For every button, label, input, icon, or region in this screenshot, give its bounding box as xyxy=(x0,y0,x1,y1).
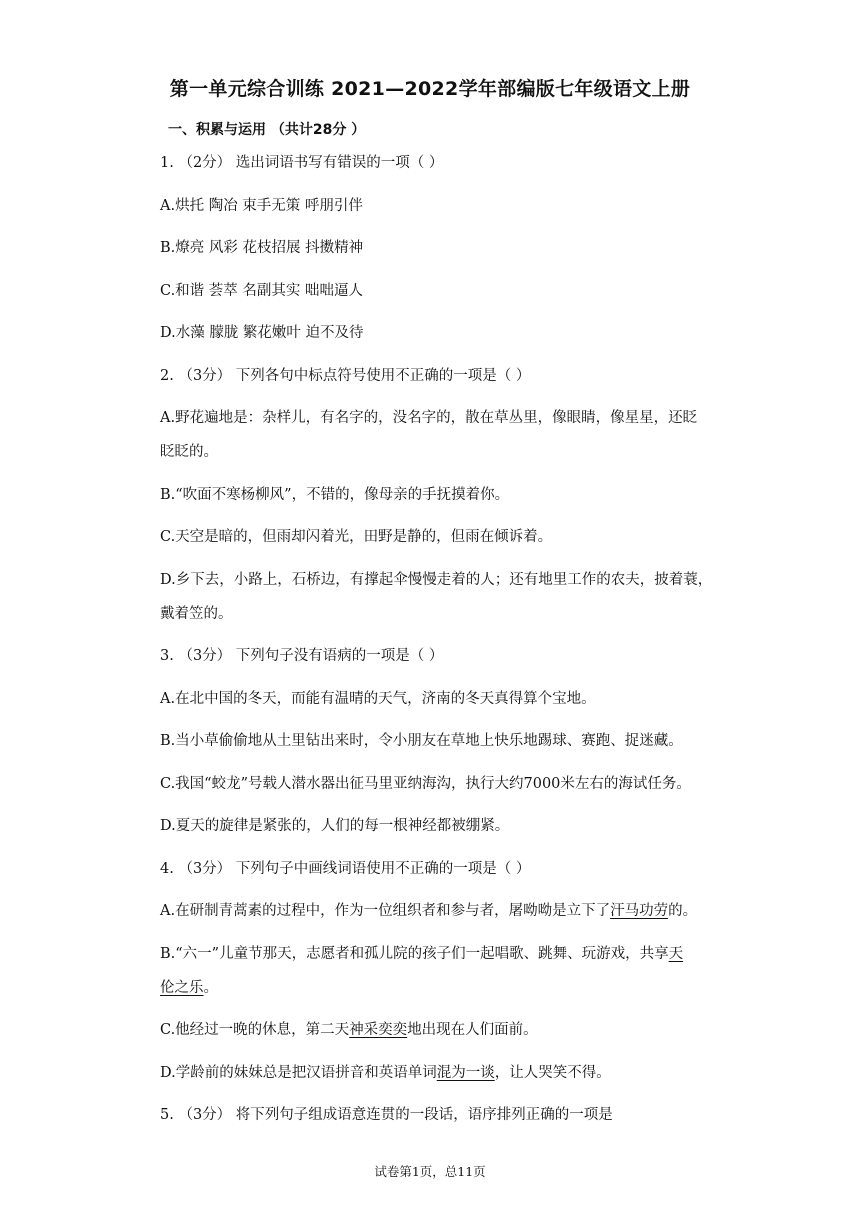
question-5-stem: 5. （3分） 将下列句子组成语意连贯的一段话，语序排列正确的一项是 xyxy=(160,1107,613,1123)
question-3-option-a: A.在北中国的冬天，而能有温晴的天气，济南的冬天真得算个宝地。 xyxy=(160,691,596,707)
question-1-stem: 1. （2分） 选出词语书写有错误的一项（ ） xyxy=(160,155,444,171)
option-text: B.“六一”儿童节那天，志愿者和孤儿院的孩子们一起唱歌、跳舞、玩游戏，共享 xyxy=(160,946,669,962)
question-4-option-d xyxy=(160,1061,611,1082)
question-1-option-d: D.水藻 朦胧 繁花嫩叶 迫不及待 xyxy=(160,325,364,341)
question-3-option-d: D.夏天的旋律是紧张的，人们的每一根神经都被绷紧。 xyxy=(160,818,510,834)
question-3-option-c: C.我国“蛟龙”号载人潜水器出征马里亚纳海沟，执行大约7000米左右的海试任务。 xyxy=(160,776,691,792)
question-4-option-a xyxy=(160,899,697,920)
question-2-option-b: B.“吹面不寒杨柳风”，不错的，像母亲的手抚摸着你。 xyxy=(160,487,510,503)
option-text: C.他经过一晚的休息，第二天 xyxy=(160,1022,350,1038)
option-text: D.学龄前的妹妹总是把汉语拼音和英语单词 xyxy=(160,1065,437,1081)
question-4-option-b xyxy=(160,942,683,963)
underlined-phrase: 伦之乐 xyxy=(160,980,204,996)
question-1-option-c: C.和谐 荟萃 名副其实 咄咄逼人 xyxy=(160,283,364,299)
question-4-option-c xyxy=(160,1018,538,1039)
underlined-phrase: 汗马功劳 xyxy=(610,903,669,919)
option-text: A.在研制青蒿素的过程中，作为一位组织者和参与者，屠呦呦是立下了 xyxy=(160,903,611,919)
question-2-stem: 2. （3分） 下列各句中标点符号使用不正确的一项是（ ） xyxy=(160,368,531,384)
question-2-option-d: D.乡下去，小路上，石桥边，有撑起伞慢慢走着的人；还有地里工作的农夫，披着蓑， xyxy=(160,572,713,588)
question-2-option-a-cont: 眨眨的。 xyxy=(160,444,218,460)
underlined-phrase: 神采奕奕 xyxy=(349,1022,408,1038)
underlined-phrase: 天 xyxy=(668,946,684,962)
page-footer: 试卷第1页，总11页 xyxy=(374,1164,486,1179)
option-text: ，让人哭笑不得。 xyxy=(494,1065,611,1081)
question-1-option-b: B.燎亮 风彩 花枝招展 抖擞精神 xyxy=(160,240,364,256)
question-2-option-c: C.天空是暗的，但雨却闪着光，田野是静的，但雨在倾诉着。 xyxy=(160,529,553,545)
question-1-option-a: A.烘托 陶冶 束手无策 呼朋引伴 xyxy=(160,198,363,214)
question-2-option-a: A.野花遍地是：杂样儿，有名字的，没名字的，散在草丛里，像眼睛，像星星，还眨 xyxy=(160,410,698,426)
question-3-option-b: B.当小草偷偷地从土里钻出来时，令小朋友在草地上快乐地踢球、赛跑、捉迷藏。 xyxy=(160,733,683,749)
option-text: 的。 xyxy=(668,903,698,919)
question-3-stem: 3. （3分） 下列句子没有语病的一项是（ ） xyxy=(160,648,444,664)
section-heading: 一、积累与运用 （共计28分 ） xyxy=(168,122,366,138)
question-4-stem: 4. （3分） 下列句子中画线词语使用不正确的一项是（ ） xyxy=(160,861,531,877)
question-4-option-b-cont xyxy=(160,976,218,997)
underlined-phrase: 混为一谈 xyxy=(436,1065,495,1081)
question-2-option-d-cont: 戴着笠的。 xyxy=(160,606,233,622)
page-title: 第一单元综合训练 2021—2022学年部编版七年级语文上册 xyxy=(169,78,691,100)
option-text: 地出现在人们面前。 xyxy=(407,1022,538,1038)
option-text: 。 xyxy=(203,980,218,996)
